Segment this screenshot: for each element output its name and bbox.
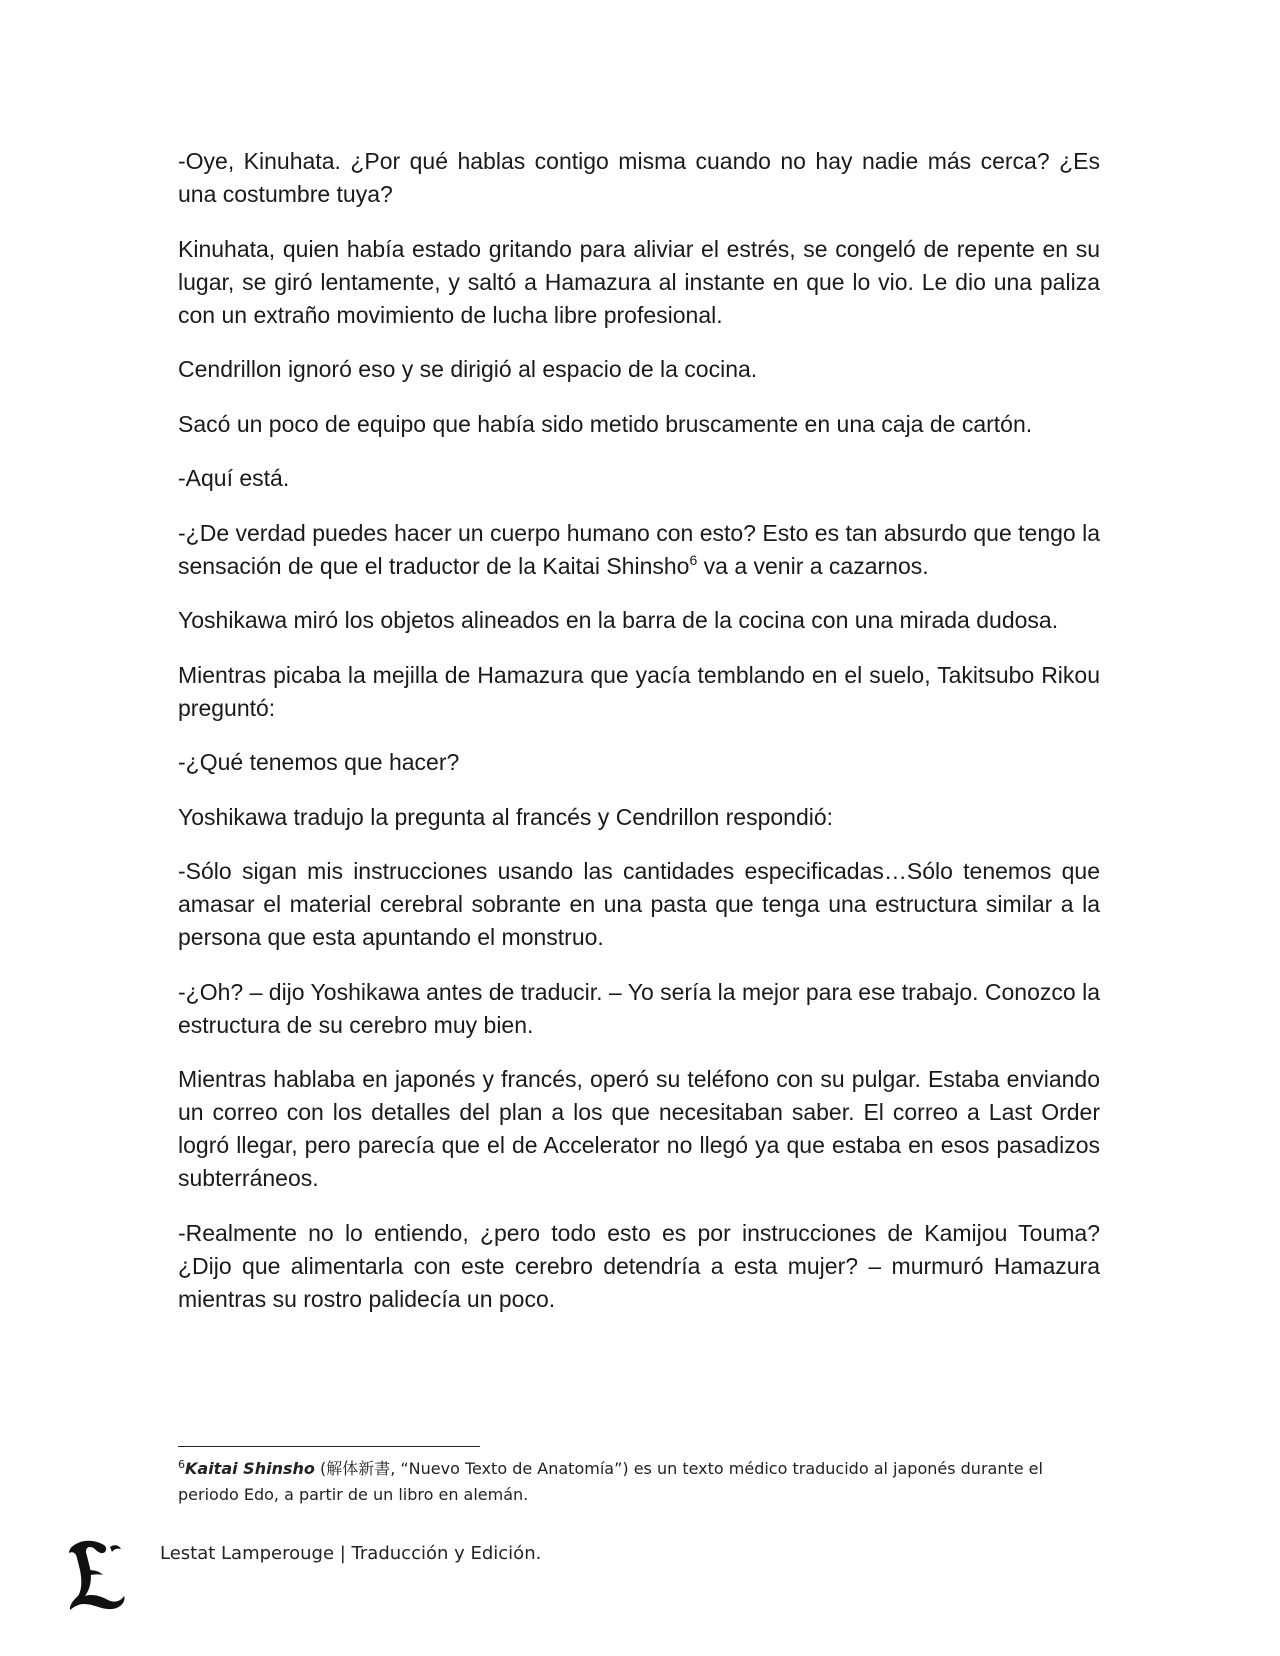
footnote-text: (解体新書, “Nuevo Texto de Anatomía”) es un texto médico traducido al japonés durante el periodo Edo, a partir de un libro en alemán.: [178, 1459, 1043, 1504]
paragraph-6: [178, 517, 1100, 583]
paragraph-1: -Oye, Kinuhata. ¿Por qué hablas contigo misma cuando no hay nadie más cerca? ¿Es una costumbre tuya?: [178, 148, 1100, 207]
footnote: [178, 1456, 1100, 1508]
paragraph-6-text: -¿De verdad puedes hacer un cuerpo humano con esto? Esto es tan absurdo que tengo la sensación de que el traductor de la Kaitai Shinsho: [178, 519, 1100, 579]
paragraph-13: Mientras hablaba en japonés y francés, operó su teléfono con su pulgar. Estaba enviando un correo con los detalles del plan a los que necesitaban saber. El correo a Last Order logró llegar, pero parecía que el de Accelerator no llegó ya que estaba en esos pasadizos subterráneos.: [178, 1066, 1100, 1191]
paragraph-2: Kinuhata, quien había estado gritando para aliviar el estrés, se congeló de repente en su lugar, se giró lentamente, y saltó a Hamazura al instante en que lo vio. Le dio una paliza con un extraño movimiento de lucha libre profesional.: [178, 235, 1100, 328]
paragraph-9: -¿Qué tenemos que hacer?: [178, 749, 460, 775]
paragraph-7: Yoshikawa miró los objetos alineados en la barra de la cocina con una mirada dudosa.: [178, 607, 1059, 633]
footnote-divider: [178, 1446, 480, 1447]
body-text: [178, 145, 1100, 1337]
footnote-number: 6: [178, 1458, 185, 1471]
footer-credit: Lestat Lamperouge | Traducción y Edición.: [160, 1543, 542, 1564]
paragraph-3: Cendrillon ignoró eso y se dirigió al espacio de la cocina.: [178, 356, 758, 382]
paragraph-10: Yoshikawa tradujo la pregunta al francés y Cendrillon respondió:: [178, 803, 834, 830]
footnote-term: Kaitai Shinsho: [185, 1459, 315, 1478]
paragraph-5: -Aquí está.: [178, 465, 290, 491]
paragraph-6-text-end: va a venir a cazarnos.: [697, 552, 929, 579]
gothic-letter-L-icon: [66, 1538, 128, 1612]
paragraph-14: -Realmente no lo entiendo, ¿pero todo esto es por instrucciones de Kamijou Touma? ¿Dijo que alimentarla con este cerebro detendría a esta mujer? – murmuró Hamazura mientras su rostro palidecía un poco.: [178, 1219, 1100, 1312]
paragraph-11: -Sólo sigan mis instrucciones usando las cantidades especificadas…Sólo tenemos que amasar el material cerebral sobrante en una pasta que tenga una estructura similar a la persona que esta apuntando el monstruo.: [178, 858, 1100, 950]
footnote-reference: 6: [689, 551, 698, 568]
paragraph-8: Mientras picaba la mejilla de Hamazura que yacía temblando en el suelo, Takitsubo Rikou preguntó:: [178, 661, 1100, 721]
paragraph-12: -¿Oh? – dijo Yoshikawa antes de traducir. – Yo sería la mejor para ese trabajo. Conozco la estructura de su cerebro muy bien.: [178, 978, 1100, 1038]
paragraph-4: Sacó un poco de equipo que había sido metido bruscamente en una caja de cartón.: [178, 410, 1033, 437]
